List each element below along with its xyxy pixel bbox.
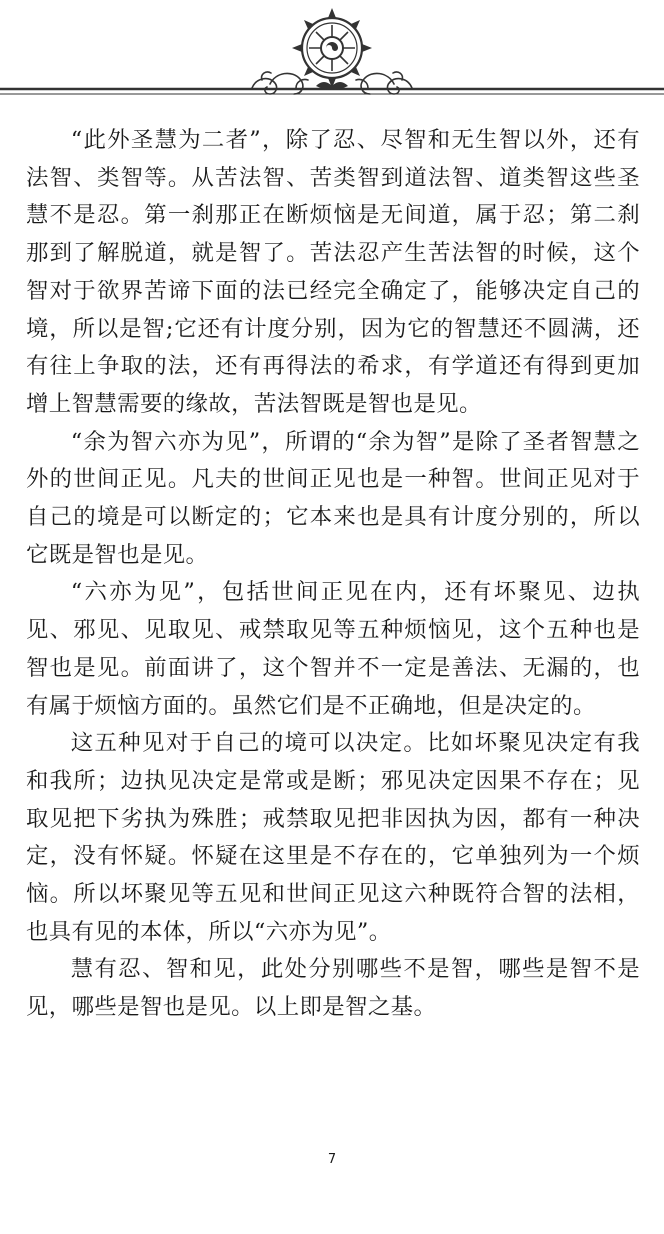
page-number: 7 (327, 1152, 337, 1167)
paragraph-3: “六亦为见”，包括世间正见在内，还有坏聚见、边执见、邪见、见取见、戒禁取见等五种烦恼见，这个五种也是智也是见。前面讲了，这个智并不一定是善法、无漏的，也有属于烦恼方面的。虽然它们是不正确地，但是决定的。 (26, 579, 640, 719)
paragraph-2: “余为智六亦为见”，所谓的“余为智”是除了圣者智慧之外的世间正见。凡夫的世间正见也是一种智。世间正见对于自己的境是可以断定的；它本来也是具有计度分别的，所以它既是智也是见。 (26, 428, 640, 568)
paragraph-4: 这五种见对于自己的境可以决定。比如坏聚见决定有我和我所；边执见决定是常或是断；邪见决定因果不存在；见取见把下劣执为殊胜；戒禁取见把非因执为因，都有一种决定，没有怀疑。怀疑在这里是不存在的，它单独列为一个烦恼。所以坏聚见等五见和世间正见这六种既符合智的法相，也具有见的本体，所以“六亦为见”。 (26, 730, 640, 945)
main-text (26, 122, 640, 1027)
paragraph-1: “此外圣慧为二者”，除了忍、尽智和无生智以外，还有法智、类智等。从苦法智、苦类智到道法智、道类智这些圣慧不是忍。第一刹那正在断烦恼是无间道，属于忍；第二刹那到了解脱道，就是智了。苦法忍产生苦法智的时候，这个智对于欲界苦谛下面的法已经完全确定了，能够决定自己的境，所以是智;它还有计度分别，因为它的智慧还不圆满，还有往上争取的法，还有再得法的希求，有学道还有得到更加增上智慧需要的缘故，苦法智既是智也是见。 (26, 127, 640, 417)
page-header-ornament (0, 0, 664, 110)
dharma-wheel-ornament-icon (0, 0, 664, 110)
paragraph-5: 慧有忍、智和见，此处分别哪些不是智，哪些是智不是见，哪些是智也是见。以上即是智之基。 (26, 956, 640, 1021)
